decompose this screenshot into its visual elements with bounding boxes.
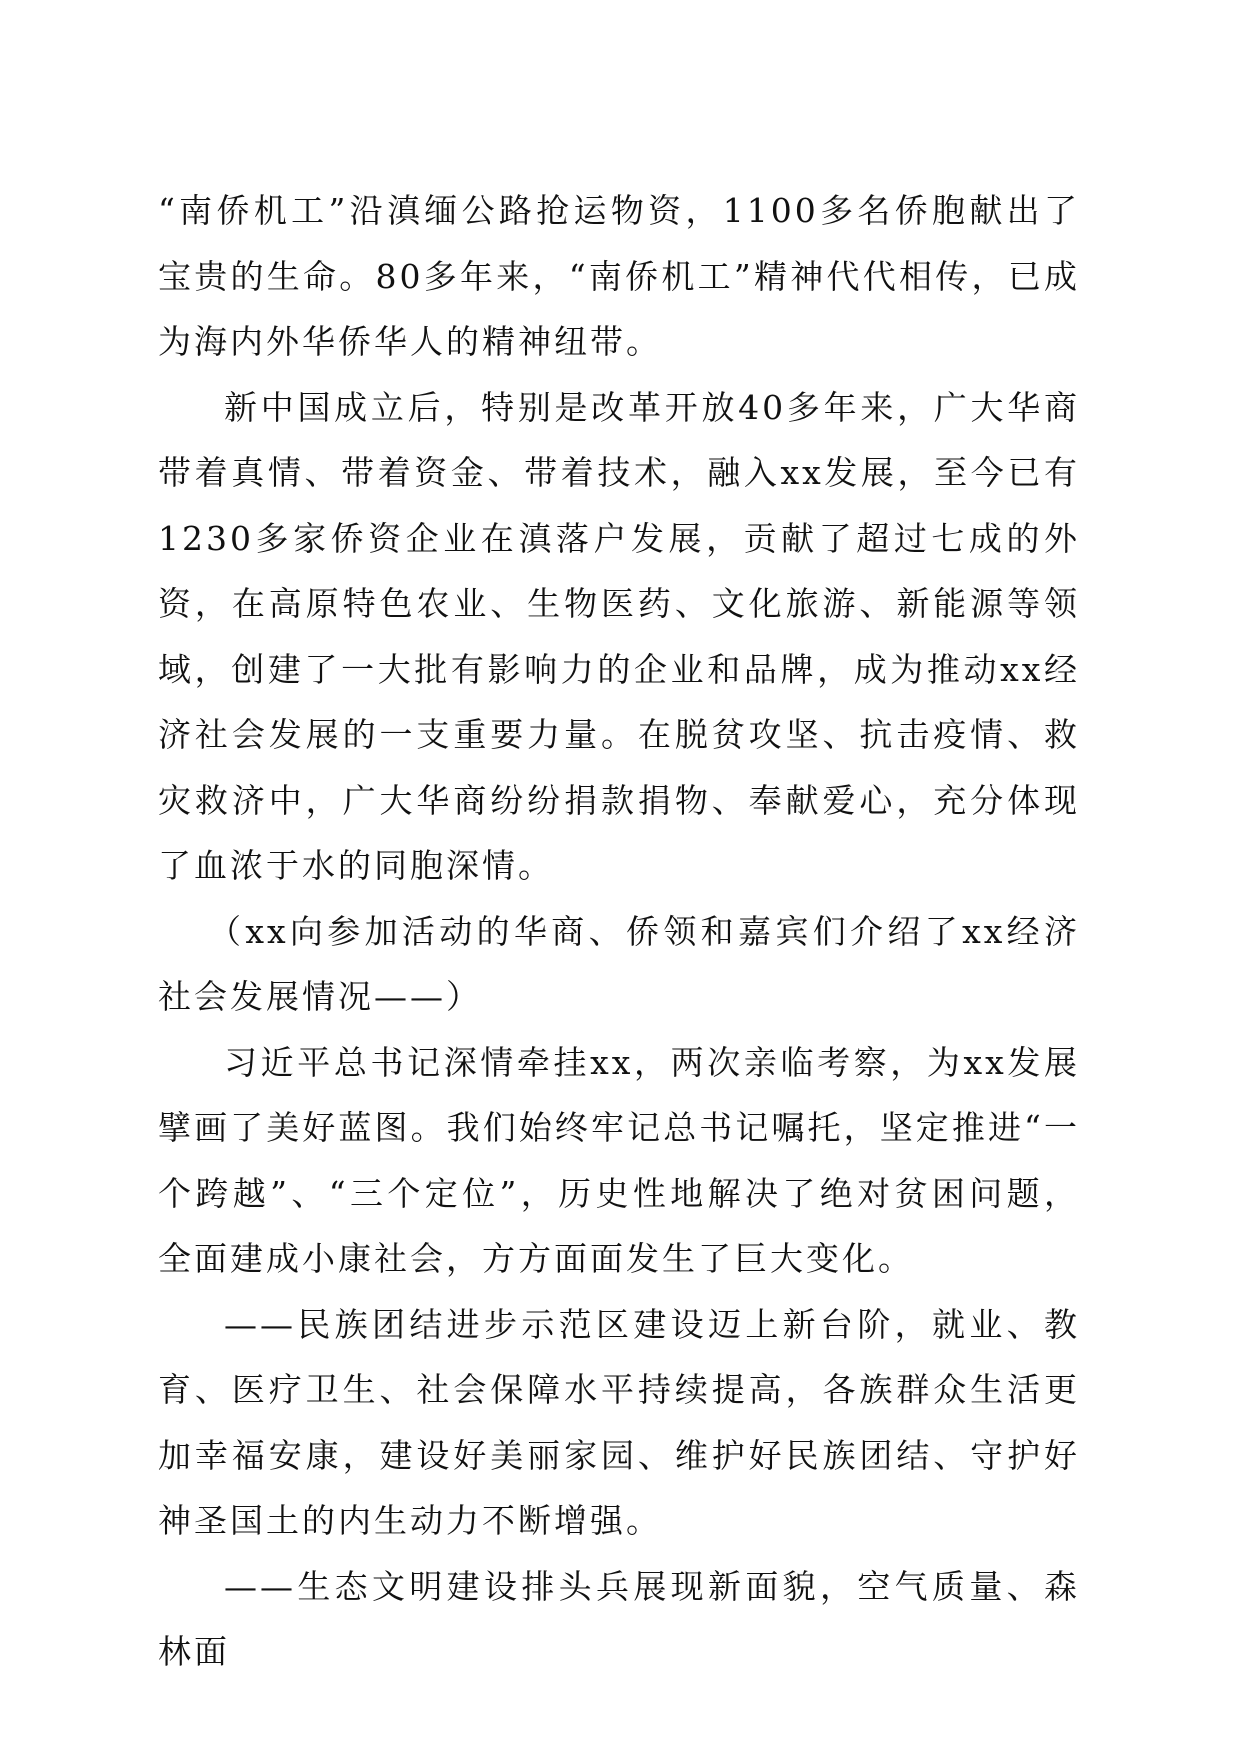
paragraph-ecological-civilization: ——生态文明建设排头兵展现新面貌，空气质量、森林面 (158, 1566, 1080, 1671)
paragraph-development-overview: 习近平总书记深情牵挂xx，两次亲临考察，为xx发展擘画了美好蓝图。我们始终牢记总书记嘱托，坚定推进“一个跨越”、“三个定位”，历史性地解决了绝对贫困问题，全面建成小康社会，方方面面发生了巨大变化。 (158, 1042, 1080, 1278)
paragraph-introduction-note: （xx向参加活动的华商、侨领和嘉宾们介绍了xx经济社会发展情况——） (158, 911, 1080, 1016)
paragraph-ethnic-unity: ——民族团结进步示范区建设迈上新台阶，就业、教育、医疗卫生、社会保障水平持续提高，各族群众生活更加幸福安康，建设好美丽家园、维护好民族团结、守护好神圣国土的内生动力不断增强。 (158, 1304, 1080, 1540)
paragraph-overseas-businesses: 新中国成立后，特别是改革开放40多年来，广大华商带着真情、带着资金、带着技术，融入xx发展，至今已有1230多家侨资企业在滇落户发展，贡献了超过七成的外资，在高原特色农业、生物医药、文化旅游、新能源等领域，创建了一大批有影响力的企业和品牌，成为推动xx经济社会发展的一支重要力量。在脱贫攻坚、抗击疫情、救灾救济中，广大华商纷纷捐款捐物、奉献爱心，充分体现了血浓于水的同胞深情。 (158, 387, 1080, 885)
document-body (158, 178, 1080, 1685)
paragraph-overseas-mechanics: “南侨机工”沿滇缅公路抢运物资，1100多名侨胞献出了宝贵的生命。80多年来，“南侨机工”精神代代相传，已成为海内外华侨华人的精神纽带。 (158, 191, 1080, 361)
